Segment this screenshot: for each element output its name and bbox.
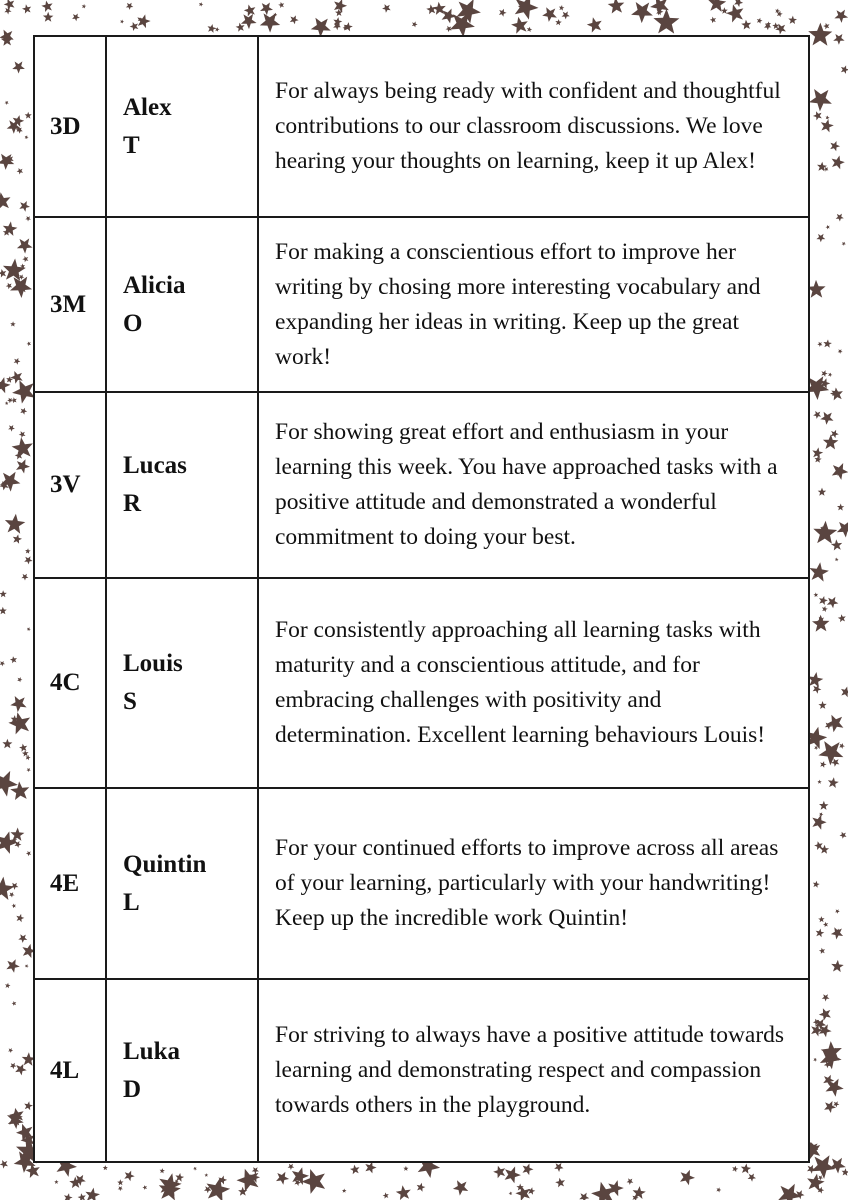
star-icon <box>823 23 829 30</box>
star-icon <box>236 23 245 32</box>
star-icon <box>814 456 821 463</box>
star-icon <box>555 19 562 25</box>
class-code: 4E <box>34 788 106 979</box>
star-icon <box>837 521 848 538</box>
star-icon <box>301 1169 325 1194</box>
student-last-initial: T <box>123 131 140 159</box>
student-name <box>106 217 258 392</box>
star-icon <box>838 349 843 354</box>
star-icon <box>365 1162 376 1174</box>
star-icon <box>12 904 16 909</box>
star-icon <box>833 34 844 45</box>
star-icon <box>10 656 17 663</box>
star-icon <box>818 488 827 496</box>
star-icon <box>3 221 18 236</box>
star-icon <box>403 1166 408 1171</box>
star-icon <box>826 116 830 120</box>
star-icon <box>334 0 347 13</box>
star-icon <box>835 558 839 562</box>
star-icon <box>562 11 570 19</box>
star-icon <box>838 614 846 622</box>
star-icon <box>9 892 15 897</box>
star-icon <box>8 712 30 734</box>
star-icon <box>818 1175 823 1180</box>
star-icon <box>117 1179 123 1185</box>
award-description: For your continued efforts to improve across all areas of your learning, particularly with your handwriting! Keep up the incredible work Quintin! <box>258 788 809 979</box>
star-icon <box>505 1166 521 1183</box>
star-icon <box>426 4 436 14</box>
star-icon <box>396 1185 411 1200</box>
star-icon <box>680 1170 695 1186</box>
student-first-name: Luka <box>123 1037 180 1065</box>
star-icon <box>417 1183 426 1192</box>
star-icon <box>741 1164 751 1174</box>
star-icon <box>85 1188 100 1200</box>
star-icon <box>342 1189 347 1193</box>
star-icon <box>244 5 256 17</box>
star-icon <box>493 1166 505 1179</box>
star-icon <box>41 1 52 12</box>
star-icon <box>831 539 842 550</box>
star-icon <box>841 65 848 74</box>
star-icon <box>842 242 846 246</box>
star-icon <box>204 1173 208 1177</box>
star-icon <box>25 112 32 119</box>
star-icon <box>812 815 826 830</box>
star-icon <box>7 398 13 404</box>
star-icon <box>554 1163 563 1172</box>
star-icon <box>22 4 31 13</box>
star-icon <box>78 1193 86 1200</box>
star-icon <box>124 1171 134 1182</box>
star-icon <box>828 373 832 377</box>
star-icon <box>821 119 834 132</box>
star-icon <box>831 960 844 972</box>
star-icon <box>0 30 14 44</box>
star-icon <box>6 283 12 290</box>
star-icon <box>813 521 837 544</box>
star-icon <box>818 916 824 922</box>
star-icon <box>824 1101 836 1113</box>
star-icon <box>839 743 845 749</box>
star-icon <box>608 0 625 14</box>
star-icon <box>809 562 829 581</box>
star-icon <box>828 777 839 788</box>
student-name <box>106 36 258 217</box>
star-icon <box>820 761 827 768</box>
star-icon <box>0 269 6 278</box>
star-icon <box>20 408 27 415</box>
star-icon <box>241 14 257 29</box>
star-icon <box>748 1174 756 1182</box>
star-icon <box>8 1048 13 1053</box>
star-icon <box>823 339 832 347</box>
star-icon <box>822 606 828 612</box>
star-icon <box>835 909 840 914</box>
star-icon <box>24 1101 33 1110</box>
star-icon <box>5 101 9 105</box>
star-icon <box>833 1101 839 1107</box>
star-icon <box>710 17 716 24</box>
award-description: For making a conscientious effort to improve her writing by chosing more interesting vocabulary and expanding her ideas in writing. Keep up the great work! <box>258 217 809 392</box>
star-icon <box>278 2 284 8</box>
star-icon <box>118 1186 123 1191</box>
star-icon <box>25 135 29 139</box>
star-icon <box>813 111 822 120</box>
class-code: 3D <box>34 36 106 217</box>
star-icon <box>499 9 507 17</box>
star-icon <box>103 1165 108 1170</box>
star-icon <box>27 627 31 631</box>
class-code: 3V <box>34 392 106 578</box>
star-icon <box>826 1079 844 1097</box>
star-icon <box>822 994 830 1001</box>
star-icon <box>17 238 33 253</box>
star-icon <box>12 1001 17 1006</box>
awards-table <box>33 35 810 1163</box>
star-icon <box>757 18 763 24</box>
star-icon <box>453 1180 468 1195</box>
star-icon <box>17 168 24 175</box>
class-code: 4C <box>34 578 106 788</box>
star-icon <box>721 7 728 14</box>
student-first-name: Alex <box>123 93 172 121</box>
star-icon <box>22 256 28 262</box>
star-icon <box>21 574 28 581</box>
star-icon <box>19 431 26 438</box>
star-icon <box>54 1180 58 1184</box>
star-icon <box>260 3 273 16</box>
star-icon <box>741 20 751 30</box>
student-first-name: Alicia <box>123 271 186 299</box>
star-icon <box>788 16 797 24</box>
star-icon <box>808 672 824 688</box>
star-icon <box>17 677 22 682</box>
star-icon <box>830 141 840 151</box>
star-icon <box>126 3 134 10</box>
star-icon <box>10 696 26 712</box>
star-icon <box>834 10 848 23</box>
star-icon <box>0 472 20 492</box>
star-icon <box>160 1168 165 1173</box>
award-row <box>34 36 809 217</box>
star-icon <box>383 1192 389 1198</box>
star-icon <box>840 832 847 839</box>
star-icon <box>716 1187 721 1192</box>
star-icon <box>215 27 220 32</box>
star-icon <box>22 750 29 757</box>
star-icon <box>12 61 25 73</box>
star-icon <box>627 1178 634 1185</box>
star-icon <box>142 1185 147 1190</box>
star-icon <box>813 592 818 597</box>
class-code: 3M <box>34 217 106 392</box>
star-icon <box>6 959 19 973</box>
star-icon <box>15 1064 27 1076</box>
star-icon <box>726 4 743 22</box>
star-icon <box>10 1063 17 1069</box>
star-icon <box>808 23 832 46</box>
star-icon <box>82 4 87 9</box>
award-row <box>34 392 809 578</box>
star-icon <box>193 1167 197 1171</box>
star-icon <box>820 412 833 425</box>
star-icon <box>819 812 823 816</box>
star-icon <box>25 964 29 968</box>
star-icon <box>10 321 16 326</box>
star-icon <box>16 914 24 922</box>
star-icon <box>809 89 832 111</box>
star-icon <box>207 1178 231 1200</box>
star-icon <box>827 597 839 609</box>
star-icon <box>8 425 15 432</box>
star-icon <box>412 21 418 27</box>
star-icon <box>19 201 30 212</box>
award-row <box>34 578 809 788</box>
star-icon <box>555 1178 565 1188</box>
star-icon <box>841 687 848 698</box>
star-icon <box>0 1160 8 1169</box>
star-icon <box>199 2 203 6</box>
star-icon <box>208 24 217 33</box>
star-icon <box>260 13 280 32</box>
star-icon <box>5 401 9 405</box>
student-last-initial: S <box>123 688 137 715</box>
star-icon <box>816 234 825 243</box>
award-row <box>34 217 809 392</box>
star-icon <box>433 2 446 15</box>
student-first-name: Lucas <box>123 452 187 479</box>
star-icon <box>24 556 32 564</box>
student-first-name: Louis <box>123 650 183 677</box>
star-icon <box>826 715 843 733</box>
star-icon <box>818 741 843 765</box>
star-icon <box>807 1174 825 1192</box>
star-icon <box>43 12 54 22</box>
star-icon <box>631 2 653 23</box>
award-description: For showing great effort and enthusiasm in your learning this week. You have approached tasks with a positive attitude and demonstrated a wonderful commitment to doing your best. <box>258 392 809 578</box>
star-icon <box>542 7 557 22</box>
star-icon <box>831 430 839 438</box>
star-icon <box>826 225 830 230</box>
star-icon <box>813 881 820 888</box>
star-icon <box>528 1187 535 1195</box>
star-icon <box>120 20 124 24</box>
student-first-name: Quintin <box>123 850 207 878</box>
student-last-initial: O <box>123 309 143 337</box>
star-icon <box>579 1193 589 1200</box>
star-icon <box>26 755 31 760</box>
star-icon <box>11 397 17 403</box>
star-icon <box>832 156 845 170</box>
star-icon <box>816 929 825 938</box>
star-icon <box>175 1173 184 1182</box>
student-name <box>106 788 258 979</box>
star-icon <box>832 463 848 480</box>
star-icon <box>18 934 27 943</box>
star-icon <box>842 1168 848 1176</box>
class-code: 4L <box>34 979 106 1162</box>
star-icon <box>4 0 15 10</box>
star-icon <box>0 154 14 170</box>
student-last-initial: D <box>123 1075 142 1103</box>
award-description: For striving to always have a positive attitude towards learning and demonstrating respect and compassion towards others in the playground. <box>258 979 809 1162</box>
star-icon <box>823 434 839 449</box>
star-icon <box>819 801 829 810</box>
star-icon <box>831 927 843 939</box>
star-icon <box>14 358 21 365</box>
star-icon <box>137 14 150 28</box>
star-icon <box>818 701 826 709</box>
star-icon <box>0 192 11 210</box>
award-row <box>34 979 809 1162</box>
star-icon <box>16 459 30 473</box>
star-icon <box>25 548 31 554</box>
star-icon <box>288 1164 295 1170</box>
star-icon <box>0 590 7 597</box>
star-icon <box>817 342 822 347</box>
star-icon <box>587 17 602 32</box>
star-icon <box>819 948 825 954</box>
star-icon <box>25 216 31 221</box>
star-icon <box>0 661 5 666</box>
student-last-initial: R <box>123 490 142 517</box>
star-icon <box>830 388 843 401</box>
star-icon <box>837 504 844 511</box>
star-icon <box>130 22 139 31</box>
star-icon <box>523 1164 534 1176</box>
star-icon <box>382 4 391 13</box>
star-icon <box>821 370 828 377</box>
star-icon <box>13 534 22 543</box>
star-icon <box>27 342 32 347</box>
student-last-initial: L <box>123 888 140 916</box>
student-name <box>106 979 258 1162</box>
star-icon <box>527 27 532 32</box>
star-icon <box>11 883 19 890</box>
star-icon <box>819 596 828 605</box>
star-icon <box>509 1192 513 1196</box>
star-icon <box>819 1008 831 1020</box>
star-icon <box>813 411 821 419</box>
star-icon <box>817 780 821 784</box>
student-name <box>106 578 258 788</box>
star-icon <box>27 768 31 772</box>
star-icon <box>276 1172 289 1185</box>
star-icon <box>72 14 80 22</box>
star-icon <box>19 744 27 752</box>
award-row <box>34 788 809 979</box>
star-icon <box>820 845 829 854</box>
star-icon <box>812 615 830 632</box>
star-icon <box>732 1166 738 1172</box>
star-icon <box>559 5 565 11</box>
star-icon <box>511 17 528 34</box>
award-description: For consistently approaching all learning tasks with maturity and a conscientious attitude, and for embracing challenges with positivity and determination. Excellent learning behaviours Louis! <box>258 578 809 788</box>
star-icon <box>290 15 299 24</box>
star-icon <box>515 0 539 20</box>
star-icon <box>813 1058 817 1062</box>
star-icon <box>26 851 31 856</box>
star-icon <box>0 607 7 615</box>
star-icon <box>515 1186 530 1200</box>
star-icon <box>2 739 12 749</box>
star-icon <box>11 828 25 841</box>
award-description: For always being ready with confident and thoughtful contributions to our classroom discussions. We love hearing your thoughts on learning, keep it up Alex! <box>258 36 809 217</box>
star-icon <box>608 1180 624 1196</box>
star-icon <box>64 1193 73 1200</box>
star-icon <box>350 1165 360 1175</box>
star-icon <box>823 922 828 927</box>
star-icon <box>5 514 25 534</box>
student-name <box>106 392 258 578</box>
star-icon <box>836 214 844 222</box>
star-icon <box>0 771 18 797</box>
star-icon <box>10 277 32 298</box>
star-icon <box>5 983 11 989</box>
star-icon <box>813 685 822 694</box>
star-icon <box>734 0 743 7</box>
